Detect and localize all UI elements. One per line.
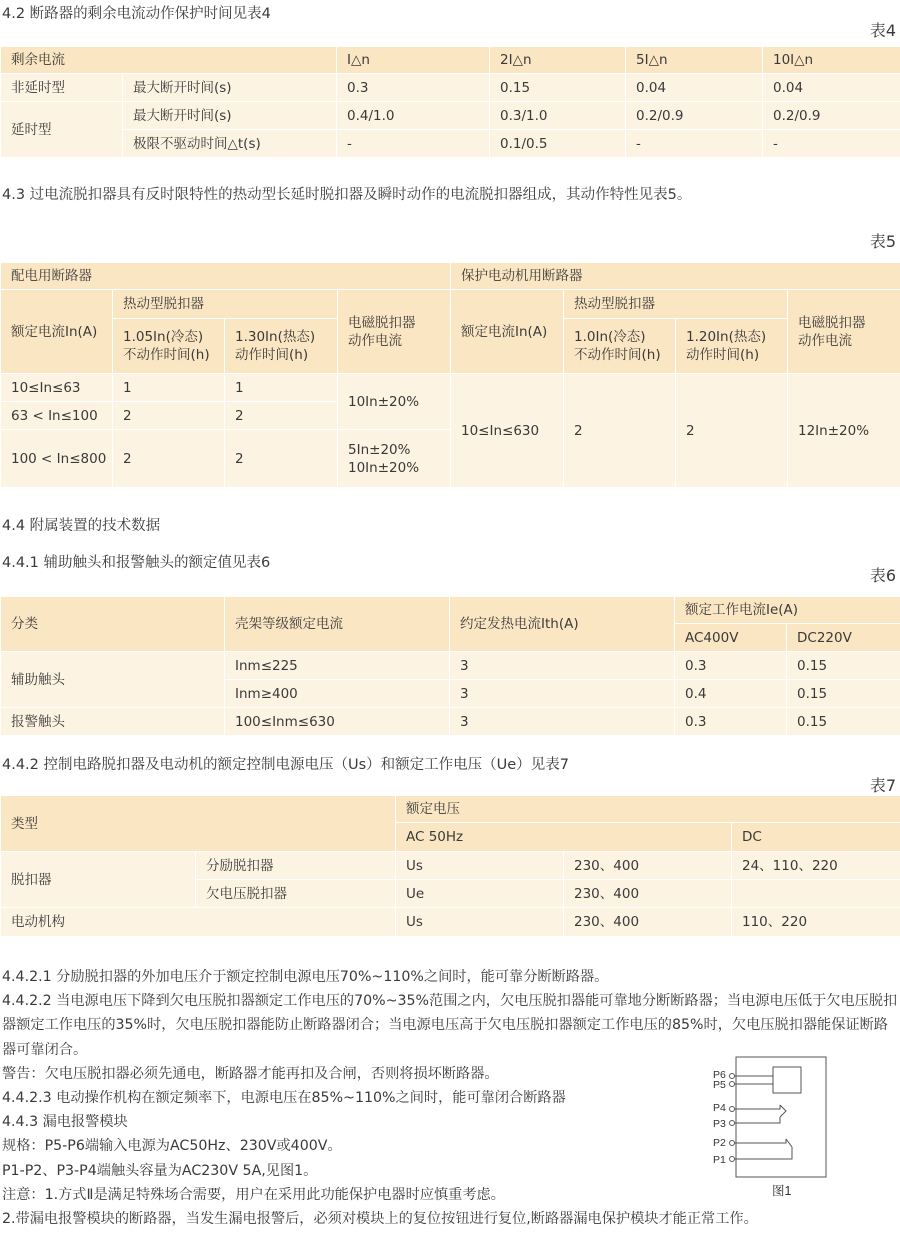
wire-p2: [735, 1139, 786, 1143]
terminal-p2: [730, 1141, 735, 1146]
label-p3: P3: [713, 1118, 726, 1130]
table4-cell: 最大断开时间(s): [123, 102, 337, 130]
table6-header-dc: DC220V: [787, 624, 900, 652]
table6-header-frame: 壳架等级额定电流: [225, 597, 450, 652]
table-row: [1, 652, 900, 680]
table5-c4: 1.20In(热态) 动作时间(h): [676, 319, 788, 374]
wire-p1: [735, 1147, 792, 1159]
table5-header-row: [1, 290, 900, 319]
table5-cell: 2: [676, 374, 788, 488]
terminal-p4: [730, 1107, 735, 1112]
table7-cell: 230、400: [564, 908, 732, 937]
table4-cell: 非延时型: [1, 74, 123, 102]
table7-cell: 110、220: [732, 908, 900, 937]
table4-cell: 极限不驱动时间△t(s): [123, 130, 337, 158]
table7-cell: 脱扣器: [1, 852, 196, 908]
table4-cell: 0.2/0.9: [763, 102, 900, 130]
section-4-4-1-title: 4.4.1 辅助触头和报警触头的额定值见表6: [2, 555, 271, 571]
table-5: [0, 262, 900, 488]
table-row: [1, 852, 900, 880]
table7-cell: 230、400: [564, 880, 732, 908]
table4-header-row: [1, 47, 900, 74]
table5-cell: 10In±20%: [338, 374, 451, 430]
table4-header-2in: 2I△n: [490, 47, 626, 74]
table7-cell: 电动机构: [1, 908, 396, 937]
table4-header-in: I△n: [337, 47, 490, 74]
table6-label: 表6: [869, 566, 896, 585]
table7-header-dc: DC: [732, 823, 900, 852]
table5-em-motor: 电磁脱扣器 动作电流: [788, 290, 900, 374]
table6-header-category: 分类: [1, 597, 225, 652]
table5-c1: 1.05In(冷态) 不动作时间(h): [113, 319, 225, 374]
table4-header-10in: 10I△n: [763, 47, 900, 74]
figure-1-caption: 图1: [772, 1184, 792, 1198]
table-row: [1, 74, 900, 102]
table4-cell: 0.04: [626, 74, 763, 102]
table5-cell: 1: [113, 374, 225, 402]
table6-cell: 报警触头: [1, 708, 225, 736]
table4-cell: 最大断开时间(s): [123, 74, 337, 102]
paragraph-note-2: 2.带漏电报警模块的断路器，当发生漏电报警后，必须对模块上的复位按钮进行复位,断路器漏电保护模块才能正常工作。: [2, 1211, 758, 1228]
paragraph-contacts: P1-P2、P3-P4端触头容量为AC230V 5A,见图1。: [2, 1162, 318, 1179]
table6-cell: 100≤Inm≤630: [225, 708, 450, 736]
table4-cell: 0.15: [490, 74, 626, 102]
table6-cell: Inm≥400: [225, 680, 450, 708]
table5-cell: 2: [564, 374, 676, 488]
table6-cell: 0.15: [787, 680, 900, 708]
table4-cell: 0.3: [337, 74, 490, 102]
table7-header-ac: AC 50Hz: [396, 823, 732, 852]
table7-cell: 欠电压脱扣器: [196, 880, 396, 908]
table6-cell: 3: [450, 652, 675, 680]
table7-cell: Us: [396, 908, 564, 937]
warning-paragraph: 警告：欠电压脱扣器必须先通电，断路器才能再扣及合闸，否则将损坏断路器。: [2, 1065, 499, 1082]
table4-cell: -: [337, 130, 490, 158]
table5-group-row: [1, 263, 900, 290]
table5-cell: 1: [225, 374, 338, 402]
table5-cell: 5In±20% 10In±20%: [338, 430, 451, 488]
table6-cell: Inm≤225: [225, 652, 450, 680]
table5-cell: 12In±20%: [788, 374, 900, 488]
table6-header-ac: AC400V: [675, 624, 787, 652]
table-row: [1, 908, 900, 937]
table5-cell: 2: [113, 430, 225, 488]
table5-label: 表5: [869, 232, 896, 251]
terminal-p1: [730, 1157, 735, 1162]
table6-header-row: [1, 597, 900, 624]
table5-group-motor: 保护电动机用断路器: [451, 263, 900, 290]
table5-cell: 2: [225, 402, 338, 430]
table4-header-residual: 剩余电流: [1, 47, 337, 74]
table7-cell: Ue: [396, 880, 564, 908]
table4-cell: -: [626, 130, 763, 158]
terminal-p3: [730, 1121, 735, 1126]
table7-cell: Us: [396, 852, 564, 880]
contact-p3-p4: [780, 1105, 786, 1117]
table7-label: 表7: [869, 776, 896, 795]
wire-p4: [735, 1105, 780, 1109]
paragraph-spec: 规格：P5-P6端输入电源为AC50Hz、230V或400V。: [2, 1138, 342, 1155]
table6-cell: 0.15: [787, 708, 900, 736]
table5-cell: 10≤In≤63: [1, 374, 113, 402]
table7-header-rated: 额定电压: [396, 796, 900, 823]
table-row: [1, 102, 900, 130]
figure-1: [698, 1047, 838, 1202]
table4-header-5in: 5I△n: [626, 47, 763, 74]
table5-cell: 10≤In≤630: [451, 374, 564, 488]
table5-rated-current-motor: 额定电流In(A): [451, 290, 564, 374]
table4-cell: 0.2/0.9: [626, 102, 763, 130]
terminal-p5: [730, 1082, 735, 1087]
table4-cell: 0.4/1.0: [337, 102, 490, 130]
table6-cell: 3: [450, 680, 675, 708]
label-p2: P2: [713, 1137, 726, 1149]
table6-header-ith: 约定发热电流Ith(A): [450, 597, 675, 652]
table5-c2: 1.30In(热态) 动作时间(h): [225, 319, 338, 374]
label-p1: P1: [713, 1154, 726, 1166]
table7-cell: [732, 880, 900, 908]
table4-cell: 0.3/1.0: [490, 102, 626, 130]
table5-c3: 1.0In(冷态) 不动作时间(h): [564, 319, 676, 374]
table-7: [0, 795, 900, 937]
label-p6: P6: [713, 1069, 726, 1081]
table5-cell: 100 < In≤800: [1, 430, 113, 488]
table-row: [1, 708, 900, 736]
table5-cell: 2: [225, 430, 338, 488]
table-row: [1, 374, 900, 402]
paragraph-4-4-2-3: 4.4.2.3 电动操作机构在额定频率下，电源电压在85%~110%之间时，能可靠闭合断路器: [2, 1090, 566, 1107]
terminal-p6: [730, 1074, 735, 1079]
table6-cell: 辅助触头: [1, 652, 225, 708]
table5-rated-current: 额定电流In(A): [1, 290, 113, 374]
table-6: [0, 596, 900, 736]
table6-header-ie: 额定工作电流Ie(A): [675, 597, 900, 624]
table6-cell: 0.3: [675, 652, 787, 680]
table-row: [1, 130, 900, 158]
table4-cell: 延时型: [1, 102, 123, 158]
table5-group-distribution: 配电用断路器: [1, 263, 451, 290]
table6-cell: 0.3: [675, 708, 787, 736]
table6-cell: 0.4: [675, 680, 787, 708]
contact-p1-p2: [786, 1139, 792, 1147]
table4-cell: 0.04: [763, 74, 900, 102]
table7-cell: 230、400: [564, 852, 732, 880]
table5-thermal: 热动型脱扣器: [113, 290, 338, 319]
table7-cell: 分励脱扣器: [196, 852, 396, 880]
paragraph-4-4-2-1: 4.4.2.1 分励脱扣器的外加电压介于额定控制电源电压70%~110%之间时，能可靠分断断路器。: [2, 969, 609, 985]
table4-cell: 0.1/0.5: [490, 130, 626, 158]
paragraph-4-4-3: 4.4.3 漏电报警模块: [2, 1114, 128, 1131]
table4-cell: -: [763, 130, 900, 158]
label-p4: P4: [713, 1102, 726, 1114]
section-4-3-title: 4.3 过电流脱扣器具有反时限特性的热动型长延时脱扣器及瞬时动作的电流脱扣器组成，其动作特性见表5。: [2, 187, 692, 203]
paragraph-4-4-2-2: 4.4.2.2 当电源电压下降到欠电压脱扣器额定工作电压的70%~35%范围之内，欠电压脱扣器能可靠地分断断路器；当电源电压低于欠电压脱扣器额定工作电压的35%时，欠电压脱扣器能防止断路器闭合；当电源电压高于欠电压脱扣器额定工作电压的85%时，欠电压脱扣器能保证断路器可靠闭合。: [2, 993, 898, 1058]
coil-box: [773, 1067, 801, 1093]
table-4: [0, 46, 900, 158]
table5-cell: 2: [113, 402, 225, 430]
table7-header-type: 类型: [1, 796, 396, 852]
table5-thermal-motor: 热动型脱扣器: [564, 290, 788, 319]
wire-p3: [735, 1117, 780, 1123]
table7-header-row: [1, 796, 900, 823]
label-p5: P5: [713, 1079, 726, 1091]
table6-cell: 0.15: [787, 652, 900, 680]
section-4-2-title: 4.2 断路器的剩余电流动作保护时间见表4: [2, 6, 271, 22]
section-4-4-title: 4.4 附属装置的技术数据: [2, 518, 161, 534]
paragraph-note: 注意：1.方式Ⅱ是满足特殊场合需要，用户在采用此功能保护电器时应慎重考虑。: [2, 1186, 505, 1203]
table4-label: 表4: [869, 21, 896, 40]
section-4-4-2-title: 4.4.2 控制电路脱扣器及电动机的额定控制电源电压（Us）和额定工作电压（Ue）见表7: [2, 757, 569, 773]
table5-em: 电磁脱扣器 动作电流: [338, 290, 451, 374]
table7-cell: 24、110、220: [732, 852, 900, 880]
figure-1-diagram: [698, 1047, 838, 1202]
table5-cell: 63 < In≤100: [1, 402, 113, 430]
table6-cell: 3: [450, 708, 675, 736]
